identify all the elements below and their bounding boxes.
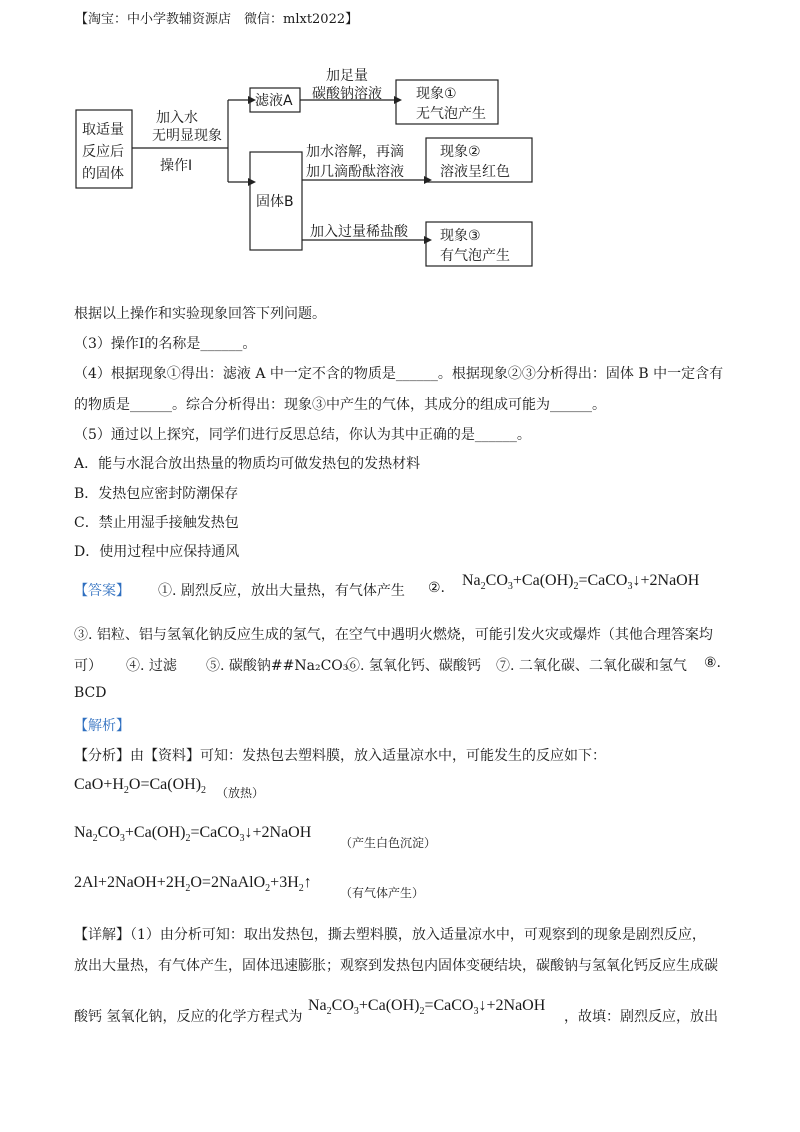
detail-line-3-end: ，故填：剧烈反应，放出 [564, 1009, 718, 1025]
start-line-3: 的固体 [82, 166, 124, 182]
filtrate-reagent-2: 碳酸钠溶液 [312, 86, 382, 102]
equation-1: $CaO+H_2O=Ca(OH)_2$ [74, 776, 207, 797]
intro-text: 根据以上操作和实验现象回答下列问题。 [74, 306, 326, 322]
solid-reagent1-line-1: 加水溶解，再滴 [306, 144, 404, 160]
answer-2-equation: $Na_2CO_3+Ca(OH)_2=CaCO_3↓+2NaOH$ [462, 572, 700, 593]
answer-2-number: ②. [428, 580, 446, 596]
filtrate-reagent-1: 加足量 [326, 68, 368, 84]
option-b: B．发热包应密封防潮保存 [74, 486, 239, 502]
start-line-1: 取适量 [82, 122, 124, 138]
answer-7: ⑦. 二氧化碳、二氧化碳和氢气 [496, 658, 687, 674]
answer-3-line-1: ③. 铝粒、铝与氢氧化钠反应生成的氢气，在空气中遇明火燃烧，可能引发火灾或爆炸（其他合理答案均 [74, 627, 713, 643]
answer-8-number: ⑧. [704, 655, 722, 671]
option-c: C．禁止用湿手接触发热包 [74, 515, 239, 531]
analysis-text: 【分析】由【资料】可知：发热包去塑料膜，放入适量凉水中，可能发生的反应如下： [74, 748, 606, 764]
answer-8-value: BCD [74, 685, 107, 701]
answer-4: ④. 过滤 [126, 658, 177, 674]
filtrate-label: 滤液A [255, 93, 293, 109]
result1-line-1: 现象① [416, 86, 457, 102]
answer-label: 【答案】 [74, 583, 130, 599]
answer-6: ⑥. 氢氧化钙、碳酸钙 [346, 658, 481, 674]
question-4-line-1: （4）根据现象①得出：滤液 A 中一定不含的物质是______。根据现象②③分析得出：固体 B 中一定含有 [74, 366, 724, 382]
result2-line-1: 现象② [440, 144, 481, 160]
detail-line-1: 【详解】（1）由分析可知：取出发热包，撕去塑料膜，放入适量凉水中，可观察到的现象是剧烈反应， [74, 927, 706, 943]
page-header: 【淘宝：中小学教辅资源店 微信：mlxt2022】 [75, 12, 359, 27]
equation-2-note: （产生白色沉淀） [340, 836, 437, 850]
solid-label: 固体B [256, 194, 294, 210]
answer-5: ⑤. 碳酸钠##Na₂CO₃ [206, 658, 349, 674]
solid-reagent2-label: 加入过量稀盐酸 [310, 224, 408, 240]
equation-3-note: （有气体产生） [340, 886, 425, 900]
question-5: （5）通过以上探究，同学们进行反思总结，你认为其中正确的是______。 [74, 427, 531, 443]
experiment-flowchart [0, 60, 800, 280]
equation-3: $2Al+2NaOH+2H_2O=2NaAlO_2+3H_2↑$ [74, 874, 312, 895]
result1-line-2: 无气泡产生 [416, 106, 486, 122]
option-a: A．能与水混合放出热量的物质均可做发热包的发热材料 [74, 456, 421, 472]
equation-1-note: （放热） [216, 786, 265, 800]
detail-line-2: 放出大量热，有气体产生，固体迅速膨胀；观察到发热包内固体变硬结块，碳酸钠与氢氧化钙反应生成碳 [74, 958, 718, 974]
analysis-label: 【解析】 [74, 718, 130, 734]
question-4-line-2: 的物质是______。综合分析得出：现象③中产生的气体，其成分的组成可能为______。 [74, 397, 606, 413]
option-d: D．使用过程中应保持通风 [74, 544, 240, 560]
solid-reagent1-line-2: 加几滴酚酞溶液 [306, 164, 404, 180]
answer-3-line-2: 可） [74, 658, 102, 674]
result2-line-2: 溶液呈红色 [440, 164, 510, 180]
answer-1: ①. 剧烈反应，放出大量热，有气体产生 [158, 583, 405, 599]
start-line-2: 反应后 [82, 144, 124, 160]
detail-line-3-start: 酸钙 氢氧化钠，反应的化学方程式为 [74, 1009, 303, 1025]
step1-bottom-label: 操作Ⅰ [160, 158, 193, 174]
result3-line-1: 现象③ [440, 228, 481, 244]
step1-top-label: 加入水 [156, 110, 198, 126]
detail-equation: $Na_2CO_3+Ca(OH)_2=CaCO_3↓+2NaOH$ [308, 997, 546, 1018]
question-3: （3）操作Ⅰ的名称是______。 [74, 336, 257, 352]
step1-mid-label: 无明显现象 [152, 128, 222, 144]
equation-2: $Na_2CO_3+Ca(OH)_2=CaCO_3↓+2NaOH$ [74, 824, 312, 845]
result3-line-2: 有气泡产生 [440, 248, 510, 264]
